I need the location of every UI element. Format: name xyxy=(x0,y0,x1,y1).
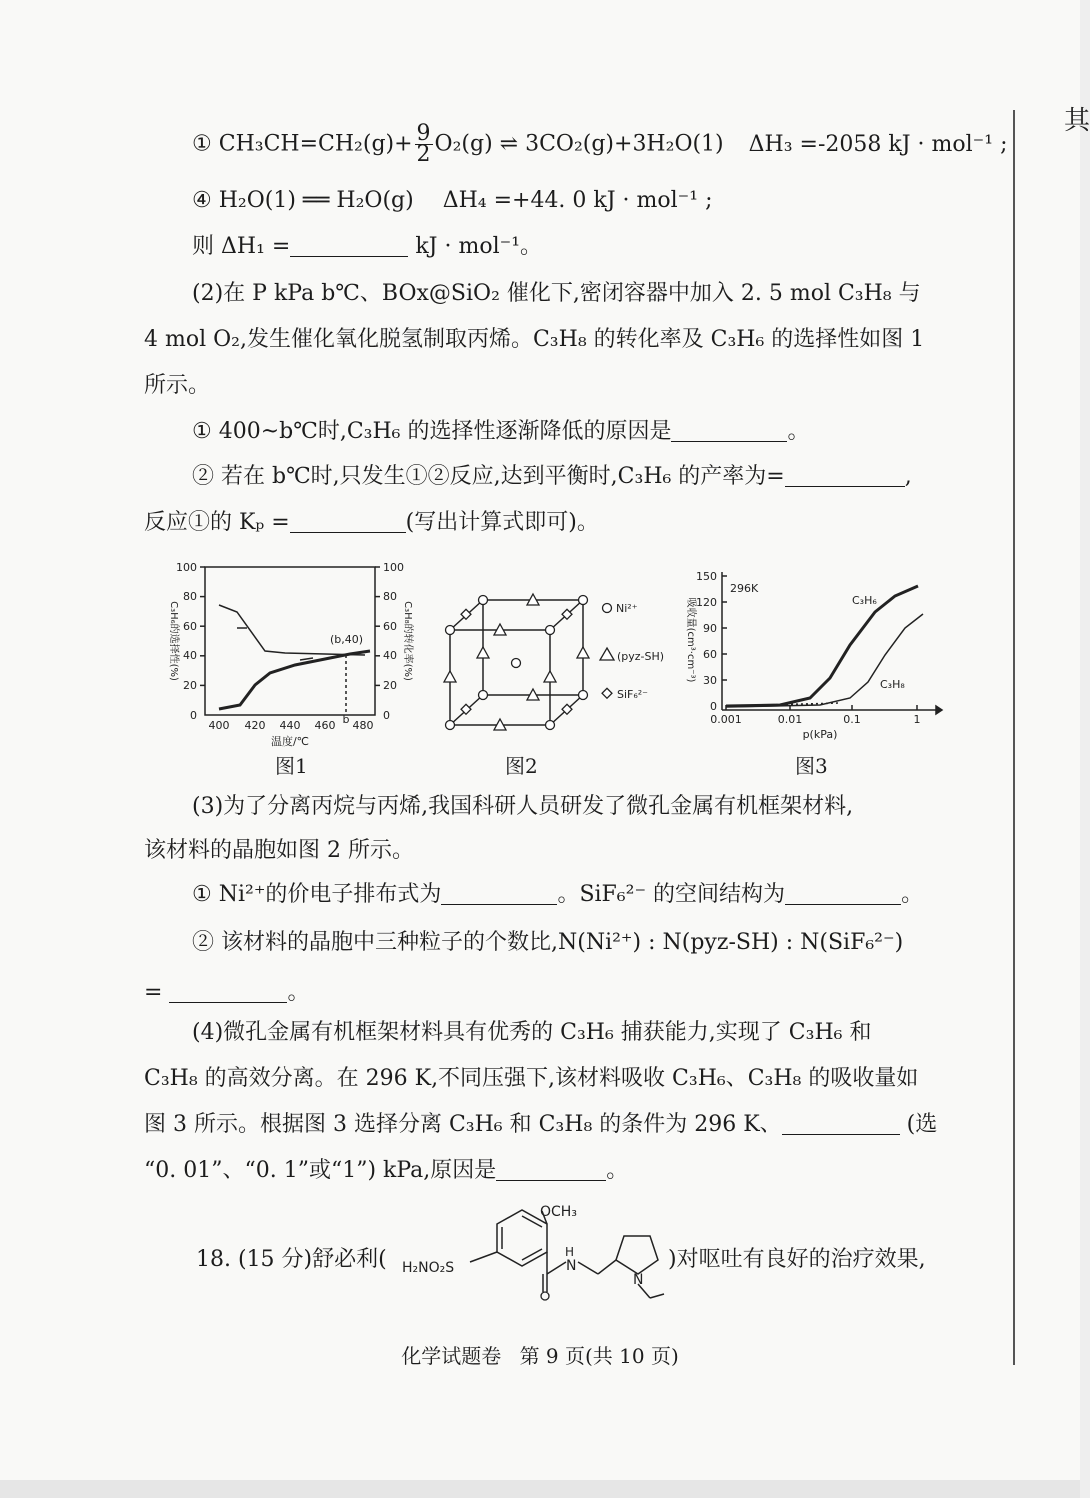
fig1-xtick: 480 xyxy=(352,719,374,732)
fig1-ytick-right: 100 xyxy=(383,561,404,574)
q2-sub1-text: ① 400~b℃时,C₃H₆ 的选择性逐渐降低的原因是 xyxy=(192,419,672,444)
fig1-ytick-right: 40 xyxy=(383,649,397,662)
answer-blank[interactable] xyxy=(785,464,905,487)
figure-1 xyxy=(155,555,415,750)
q2-sub3 xyxy=(144,508,599,538)
fig3-xtick: 1 xyxy=(913,713,921,726)
fig1-ytick-right: 0 xyxy=(383,709,390,722)
fig1-xtick: 420 xyxy=(244,719,266,732)
sulpiride-structure xyxy=(402,1196,672,1311)
q2-sub1 xyxy=(192,417,810,447)
fig3-x-arrow xyxy=(936,706,942,714)
fig2-caption: 图2 xyxy=(505,754,538,778)
answer-blank[interactable] xyxy=(169,980,287,1003)
fig1-ytick: 40 xyxy=(183,649,197,662)
q3-line2: 该材料的晶胞如图 2 所示。 xyxy=(144,838,414,863)
q2-sub3-text: 反应①的 Kₚ = xyxy=(144,510,290,535)
q2-sub2-end: , xyxy=(904,464,912,489)
fig1-xtick: b xyxy=(342,713,350,726)
answer-blank[interactable] xyxy=(671,419,787,442)
q4-line4-text: “0. 01”、“0. 1”或“1”) kPa,原因是 xyxy=(144,1158,497,1183)
equation-3-enthalpy: ΔH₃ =-2058 kJ · mol⁻¹ ; xyxy=(748,131,1008,157)
q3-sub2-answer xyxy=(144,978,309,1008)
fraction-numerator: 9 xyxy=(416,121,431,146)
fig3-temperature: 296K xyxy=(730,582,759,595)
fig3-label-c3h6: C₃H₆ xyxy=(852,594,877,607)
q3-line1: (3)为了分离丙烷与丙烯,我国科研人员研发了微孔金属有机框架材料, xyxy=(192,794,854,819)
equation-4-reaction: ④ H₂O(1) ══ H₂O(g) xyxy=(192,188,414,213)
fig1-ytick-right: 20 xyxy=(383,679,397,692)
fig1-selectivity-curve xyxy=(219,605,365,655)
question-dh1 xyxy=(192,232,542,262)
q2-sub1-end: 。 xyxy=(787,419,810,444)
answer-blank[interactable] xyxy=(785,882,901,905)
fig3-ytick: 0 xyxy=(710,700,717,713)
structure-amide-n: N xyxy=(566,1258,577,1274)
structure-carbonyl-o xyxy=(541,1292,549,1300)
q4-line2: C₃H₈ 的高效分离。在 296 K,不同压强下,该材料吸收 C₃H₆、C₃H₈ 的吸收量如 xyxy=(144,1066,919,1091)
answer-blank[interactable] xyxy=(496,1158,606,1181)
fig1-ytick: 60 xyxy=(183,620,197,633)
q4-line4-end: 。 xyxy=(606,1158,629,1183)
q4-line1: (4)微孔金属有机框架材料具有优秀的 C₃H₆ 捕获能力,实现了 C₃H₆ 和 xyxy=(192,1020,872,1045)
structure-nh-h: H xyxy=(565,1245,575,1259)
q2-line3: 所示。 xyxy=(144,373,211,398)
q2-line1: (2)在 P kPa b℃、BOx@SiO₂ 催化下,密闭容器中加入 2. 5 mol C₃H₈ 与 xyxy=(192,281,921,306)
q2-sub2 xyxy=(192,462,912,492)
fig1-annotation: (b,40) xyxy=(330,633,364,646)
fig2-legend-sif6-icon xyxy=(602,688,612,698)
fig3-xlabel: p(kPa) xyxy=(802,728,838,741)
fig3-xtick: 0.001 xyxy=(710,713,742,726)
margin-line xyxy=(1013,110,1015,1365)
footer-page-number: 第 9 页(共 10 页) xyxy=(519,1344,679,1368)
fig1-caption: 图1 xyxy=(275,754,308,778)
fig1-ylabel-left: C₃H₆的选择性(%) xyxy=(168,601,179,681)
q3-sub1-text: ① Ni²⁺的价电子排布式为 xyxy=(192,882,442,907)
fig1-ytick: 100 xyxy=(176,561,197,574)
equation-4-enthalpy: ΔH₄ =+44. 0 kJ · mol⁻¹ ; xyxy=(442,188,713,213)
fig1-ytick: 80 xyxy=(183,590,197,603)
fig3-ytick: 150 xyxy=(696,570,717,583)
q2-line2: 4 mol O₂,发生催化氧化脱氢制取丙烯。C₃H₈ 的转化率及 C₃H₆ 的选择性如图 1 xyxy=(144,327,925,352)
equation-3-products: O₂(g) ⇌ 3CO₂(g)+3H₂O(1) xyxy=(434,131,724,157)
fig2-legend-ni: Ni²⁺ xyxy=(616,602,638,615)
q3-sub2-end: 。 xyxy=(287,980,310,1005)
fig3-label-c3h8: C₃H₈ xyxy=(880,678,905,691)
fig1-conversion-curve xyxy=(219,651,370,709)
fig3-ytick: 120 xyxy=(696,596,717,609)
fig1-ytick: 0 xyxy=(190,709,197,722)
fig1-ylabel-right: C₃H₈的转化率(%) xyxy=(402,601,413,681)
fig1-xtick: 440 xyxy=(279,719,301,732)
answer-blank[interactable] xyxy=(441,882,557,905)
q4-line3 xyxy=(144,1110,937,1140)
answer-blank[interactable] xyxy=(290,234,408,257)
fig3-ylabel: 吸收量(cm³·cm⁻³) xyxy=(685,597,696,683)
question-dh1-unit: kJ · mol⁻¹。 xyxy=(415,234,543,259)
equation-4 xyxy=(192,186,713,216)
fig3-xtick: 0.1 xyxy=(843,713,861,726)
structure-ring-n: N xyxy=(633,1272,644,1288)
equation-3-number: ① xyxy=(192,131,212,157)
q3-sub1-text2: 。SiF₆²⁻ 的空间结构为 xyxy=(557,882,786,907)
fig3-ytick: 30 xyxy=(703,674,717,687)
figure-2 xyxy=(435,585,685,740)
page-footer xyxy=(0,1340,1080,1369)
q18-suffix: )对呕吐有良好的治疗效果, xyxy=(668,1247,926,1272)
q3-sub1 xyxy=(192,880,923,910)
fig3-xtick: 0.01 xyxy=(777,713,803,726)
answer-blank[interactable] xyxy=(290,510,406,533)
fig1-arrow-right xyxy=(300,658,313,660)
equation-3 xyxy=(192,121,1008,167)
question-dh1-prefix: 则 ΔH₁ = xyxy=(192,234,291,259)
fig2-legend-pyz: (pyz-SH) xyxy=(617,650,665,663)
fig1-xtick: 460 xyxy=(314,719,336,732)
structure-sulfonamide: H₂NO₂S xyxy=(402,1260,455,1276)
q3-sub2-eq: = xyxy=(144,980,163,1005)
fig1-ytick-right: 80 xyxy=(383,590,397,603)
fig1-xlabel: 温度/℃ xyxy=(270,735,310,748)
fig2-legend-ni-icon xyxy=(603,604,612,613)
q3-sub1-end: 。 xyxy=(901,882,924,907)
fraction-denominator: 2 xyxy=(416,142,431,167)
bottom-bar xyxy=(0,1480,1080,1498)
q4-line4 xyxy=(144,1156,628,1186)
q2-sub3-end: (写出计算式即可)。 xyxy=(405,510,599,535)
fraction xyxy=(415,121,433,167)
q4-line3-text: 图 3 所示。根据图 3 选择分离 C₃H₆ 和 C₃H₈ 的条件为 296 K、 xyxy=(144,1112,782,1137)
q4-line3-end: (选 xyxy=(906,1112,938,1137)
structure-och3: OCH₃ xyxy=(540,1204,577,1220)
figure-3 xyxy=(680,560,945,745)
fig1-xtick: 400 xyxy=(208,719,230,732)
q3-sub2: ② 该材料的晶胞中三种粒子的个数比,N(Ni²⁺) : N(pyz-SH) : N(SiF₆²⁻) xyxy=(192,930,904,955)
q18-prefix: 18. (15 分)舒必利( xyxy=(196,1247,387,1272)
fig2-legend-sif6: SiF₆²⁻ xyxy=(617,688,648,701)
equation-3-reactant: CH₃CH=CH₂(g)+ xyxy=(218,131,413,157)
fig1-ytick-right: 60 xyxy=(383,620,397,633)
footer-subject: 化学试题卷 xyxy=(401,1344,502,1368)
answer-blank[interactable] xyxy=(782,1112,900,1135)
fig3-ytick: 90 xyxy=(703,622,717,635)
q2-sub2-text: ② 若在 b℃时,只发生①②反应,达到平衡时,C₃H₆ 的产率为= xyxy=(192,464,785,489)
fig3-ytick: 60 xyxy=(703,648,717,661)
fig3-caption: 图3 xyxy=(795,754,828,778)
fig3-c3h8-curve xyxy=(726,614,923,707)
fig2-legend-pyz-icon xyxy=(600,648,614,660)
corner-char: 其 xyxy=(1064,106,1090,136)
fig1-ytick: 20 xyxy=(183,679,197,692)
